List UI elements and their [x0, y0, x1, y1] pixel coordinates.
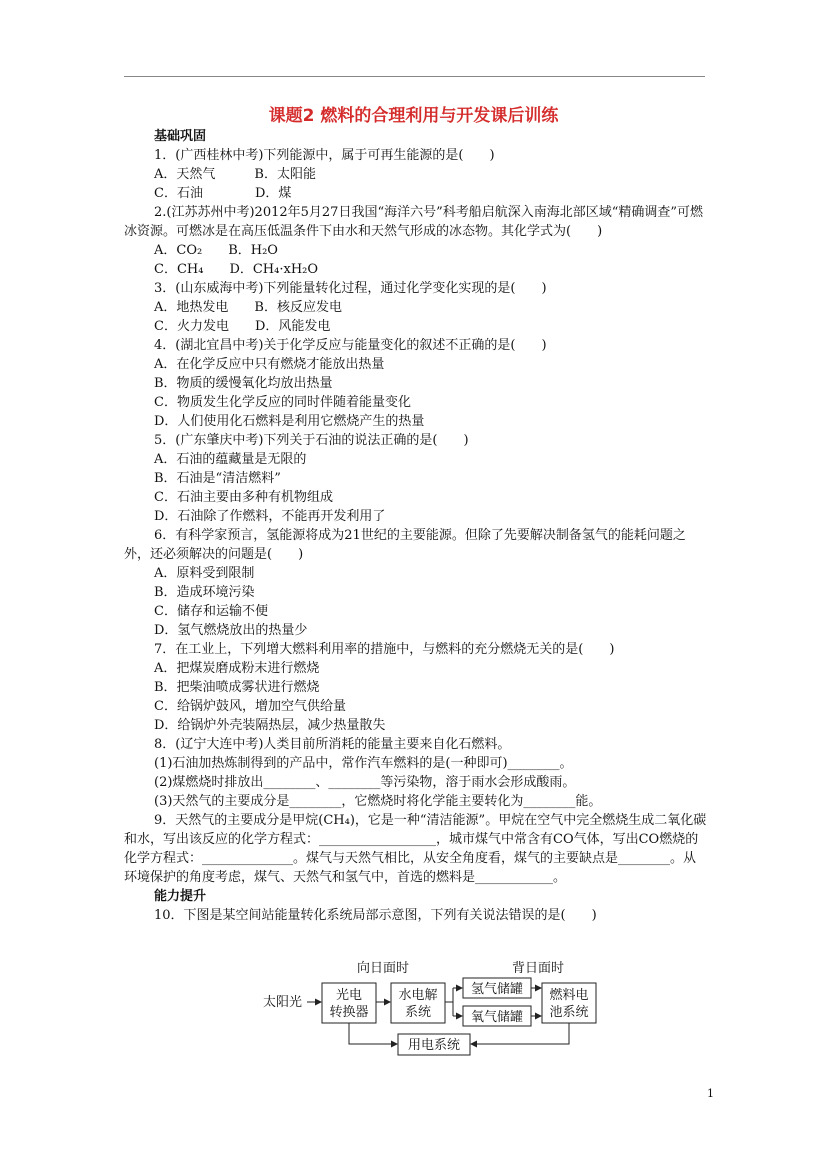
option-line: C．给锅炉鼓风，增加空气供给量 — [154, 699, 346, 714]
question-stem: 8．(辽宁大连中考)人类目前所消耗的能量主要来自化石燃料。 — [154, 737, 511, 752]
question-stem: 3．(山东威海中考)下列能量转化过程，通过化学变化实现的是( ) — [154, 281, 547, 296]
option-line: A．把煤炭磨成粉末进行燃烧 — [154, 661, 320, 676]
option-line: A．地热发电 B．核反应发电 — [154, 300, 342, 315]
question-stem: 1．(广西桂林中考)下列能源中，属于可再生能源的是( ) — [154, 148, 495, 163]
sunlight-label: 太阳光 — [263, 995, 303, 1010]
option-line: A．原料受到限制 — [154, 566, 255, 581]
page-title: 课题2 燃料的合理利用与开发课后训练 — [268, 106, 559, 126]
question-10-stem: 10．下图是某空间站能量转化系统局部示意图，下列有关说法错误的是( ) — [154, 908, 597, 923]
option-line: D．给锅炉外壳装隔热层，减少热量散失 — [154, 718, 386, 733]
question-stem: 5．(广东肇庆中考)下列关于石油的说法正确的是( ) — [154, 433, 469, 448]
section-heading-advanced: 能力提升 — [154, 889, 207, 904]
section-heading-basic: 基础巩固 — [154, 129, 207, 144]
option-line: C．物质发生化学反应的同时伴随着能量变化 — [154, 395, 411, 410]
option-line: A．石油的蕴藏量是无限的 — [154, 452, 307, 467]
option-line: C．储存和运输不便 — [154, 604, 268, 619]
option-line: C．火力发电 D．风能发电 — [154, 319, 331, 334]
question-stem: 7．在工业上，下列增大燃料利用率的措施中，与燃料的充分燃烧无关的是( ) — [154, 642, 615, 657]
question-6 — [124, 526, 708, 640]
electrolysis-label-line2: 系统 — [404, 1005, 432, 1020]
question-2 — [124, 203, 708, 279]
option-line: B．把柴油喷成雾状进行燃烧 — [154, 680, 320, 695]
option-line: B．石油是“清洁燃料” — [154, 471, 281, 486]
question-stem: 6．有科学家预言，氢能源将成为21世纪的主要能源。但除了先要解决制备氢气的能耗问题之外，还必须解决的问题是( ) — [124, 528, 686, 562]
night-side-label: 背日面时 — [512, 961, 565, 976]
question-9 — [124, 811, 708, 887]
pv-converter-label-line2: 转换器 — [329, 1005, 369, 1020]
question-7 — [124, 640, 708, 735]
power-system-label: 用电系统 — [407, 1038, 461, 1053]
sub-question: (3)天然气的主要成分是________，它燃烧时将化学能主要转化为________能。 — [154, 794, 602, 809]
page-number: 1 — [707, 1087, 714, 1100]
sub-question: (2)煤燃烧时排放出________、________等污染物，溶于雨水会形成酸雨。 — [154, 775, 576, 790]
day-side-label: 向日面时 — [357, 961, 410, 976]
question-5 — [124, 431, 708, 526]
option-line: C．石油 D．煤 — [154, 186, 292, 201]
question-3 — [124, 279, 708, 336]
energy-conversion-diagram — [255, 958, 615, 1058]
document-body — [124, 127, 708, 925]
hydrogen-tank-label: 氢气储罐 — [470, 982, 524, 997]
fuel-cell-label-line1: 燃料电 — [549, 988, 589, 1003]
option-line: A．在化学反应中只有燃烧才能放出热量 — [154, 357, 385, 372]
option-line: A．CO₂ B．H₂O — [154, 243, 278, 258]
option-line: D．人们使用化石燃料是利用它燃烧产生的热量 — [154, 414, 425, 429]
question-stem: 9．天然气的主要成分是甲烷(CH₄)，它是一种“清洁能源”。甲烷在空气中完全燃烧生成二氧化碳和水，写出该反应的化学方程式：__________________，城市煤气中常含有CO气体，写出CO燃烧的化学方程式：______________。煤气与天然气相比，从安全角度看，煤气的主要缺点是________。从环境保护的角度考虑，煤气、天然气和氢气中，首选的燃料是____________。 — [124, 813, 707, 885]
question-4 — [124, 336, 708, 431]
question-1 — [124, 146, 708, 203]
question-8 — [124, 735, 708, 811]
question-stem: 4．(湖北宜昌中考)关于化学反应与能量变化的叙述不正确的是( ) — [154, 338, 547, 353]
pv-converter-label-line1: 光电 — [335, 988, 363, 1003]
option-line: C．CH₄ D．CH₄·xH₂O — [154, 262, 319, 277]
option-line: A．天然气 B．太阳能 — [154, 167, 316, 182]
sub-question: (1)石油加热炼制得到的产品中，常作汽车燃料的是(一种即可)________。 — [154, 756, 573, 771]
option-line: C．石油主要由多种有机物组成 — [154, 490, 333, 505]
option-line: B．物质的缓慢氧化均放出热量 — [154, 376, 333, 391]
line-pv-to-power — [349, 1023, 397, 1044]
header-rule — [124, 76, 705, 77]
oxygen-tank-label: 氧气储罐 — [470, 1010, 524, 1025]
electrolysis-label-line1: 水电解 — [398, 988, 438, 1003]
question-stem: 2.(江苏苏州中考)2012年5月27日我国“海洋六号”科考船启航深入南海北部区域“精确调查”可燃冰资源。可燃冰是在高压低温条件下由水和天然气形成的冰态物。其化学式为( ) — [124, 205, 704, 239]
fuel-cell-label-line2: 池系统 — [549, 1005, 589, 1020]
option-line: D．石油除了作燃料，不能再开发利用了 — [154, 509, 386, 524]
option-line: D．氢气燃烧放出的热量少 — [154, 623, 308, 638]
option-line: B．造成环境污染 — [154, 585, 255, 600]
